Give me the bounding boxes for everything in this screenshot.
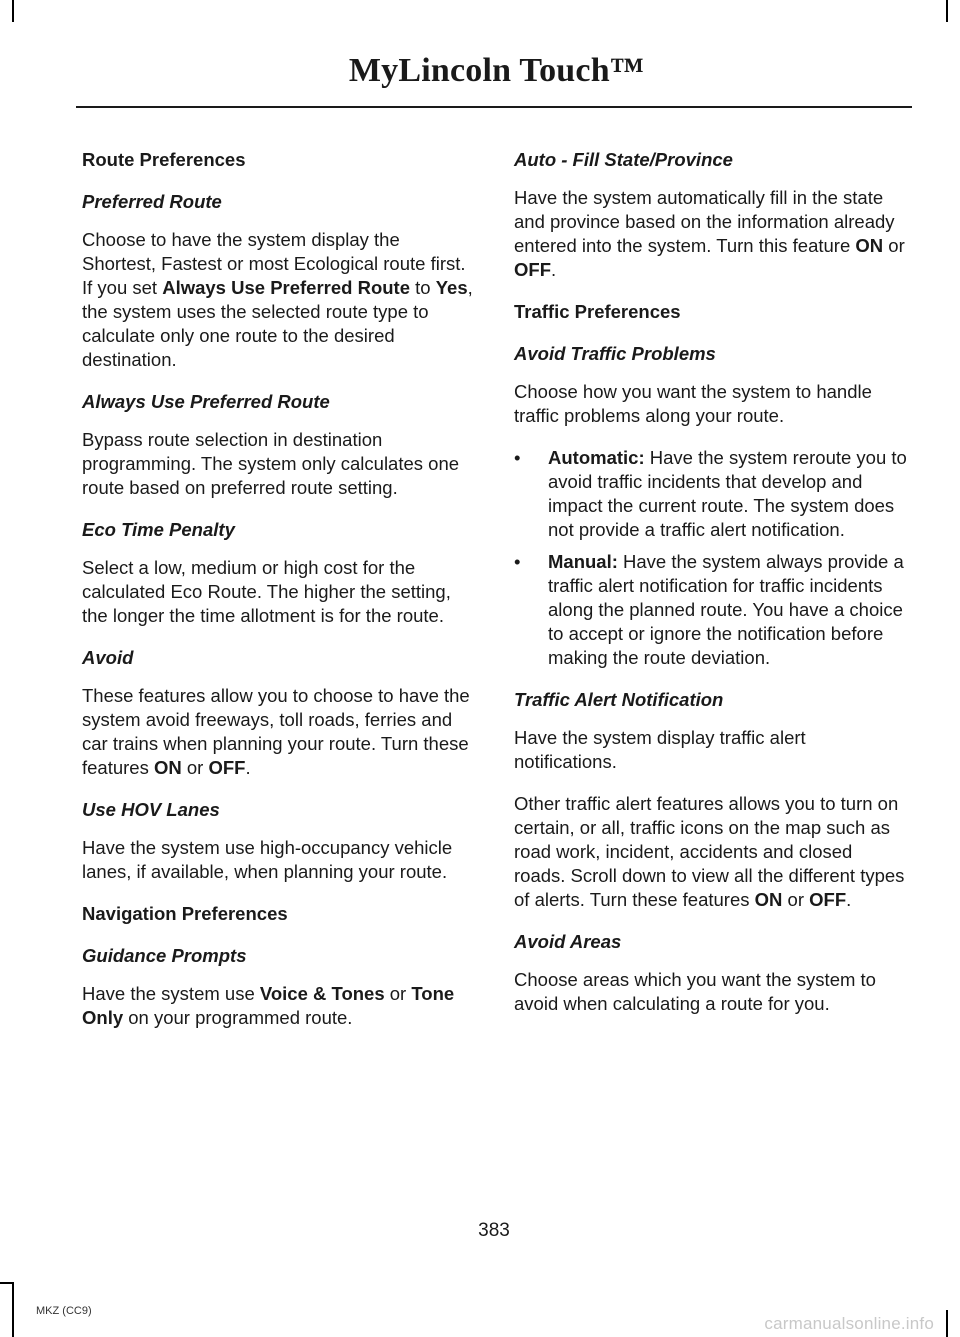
paragraph-guidance-prompts: [82, 982, 475, 1030]
paragraph-use-hov-lanes: Have the system use high-occupancy vehicle lanes, if available, when planning your route.: [82, 837, 453, 882]
bold-term: OFF: [514, 259, 551, 280]
paragraph-other-traffic-alert: [514, 792, 907, 912]
heading-avoid-areas: Avoid Areas: [514, 931, 622, 952]
heading-avoid: Avoid: [82, 647, 134, 668]
traffic-options-list: [514, 446, 907, 670]
text: Have the system use: [82, 983, 260, 1004]
paragraph-avoid-traffic-problems: Choose how you want the system to handle traffic problems along your route.: [514, 381, 872, 426]
right-column: [514, 148, 907, 1034]
paragraph-traffic-alert-notification: Have the system display traffic alert notifications.: [514, 727, 806, 772]
list-item-automatic: [514, 446, 907, 542]
bold-term: Voice & Tones: [259, 983, 385, 1004]
paragraph-eco-time-penalty: Select a low, medium or high cost for the calculated Eco Route. The higher the setting, the longer the time allotment is for the route.: [82, 557, 451, 626]
paragraph-auto-fill: [514, 186, 907, 282]
text: or: [782, 889, 810, 910]
page-header-title: MyLincoln Touch™: [348, 52, 644, 89]
heading-avoid-traffic-problems: Avoid Traffic Problems: [514, 343, 716, 364]
page-number: 383: [478, 1220, 510, 1241]
heading-navigation-preferences: Navigation Preferences: [82, 903, 288, 924]
bold-term: ON: [154, 757, 182, 778]
left-column: [82, 148, 475, 1048]
text: or: [181, 757, 209, 778]
heading-preferred-route: Preferred Route: [82, 191, 222, 212]
bullet: •: [514, 447, 521, 468]
text: or: [883, 235, 905, 256]
bold-term: ON: [855, 235, 884, 256]
crop-mark-top-left: [12, 0, 14, 22]
crop-mark-top-right: [946, 0, 948, 22]
header-rule: [76, 106, 912, 108]
paragraph-always-use-preferred-route: Bypass route selection in destination programming. The system only calculates one route based on preferred route setting.: [82, 429, 460, 498]
heading-auto-fill: Auto - Fill State/Province: [514, 149, 733, 170]
text: These features allow you to choose to have the system avoid freeways, toll roads, ferries and car trains when planning your route. Turn these features: [82, 685, 470, 778]
bullet: •: [514, 551, 521, 572]
text: or: [384, 983, 412, 1004]
heading-route-preferences: Route Preferences: [82, 149, 246, 170]
heading-traffic-alert-notification: Traffic Alert Notification: [514, 689, 724, 710]
text: Choose to have the system display the Shortest, Fastest or most Ecological route first. If you set: [82, 229, 466, 298]
footer-model-code: MKZ (CC9): [36, 1305, 92, 1317]
text: Have the system reroute you to avoid traffic incidents that develop and impact the current route. The system does not provide a traffic alert notification.: [548, 447, 907, 540]
text: .: [846, 889, 852, 910]
bold-term: Always Use Preferred Route: [162, 277, 411, 298]
paragraph-avoid-areas: Choose areas which you want the system to avoid when calculating a route for you.: [514, 969, 876, 1014]
bold-term: OFF: [208, 757, 246, 778]
text: Other traffic alert features allows you to turn on certain, or all, traffic icons on the map such as road work, incident, accidents and closed roads. Scroll down to view all the different types of alerts. Turn these features: [514, 793, 905, 910]
bold-term: Tone Only: [82, 983, 455, 1028]
text: Have the system automatically fill in the state and province based on the information already entered into the system. Turn this feature: [514, 187, 895, 256]
heading-always-use-preferred-route: Always Use Preferred Route: [82, 391, 330, 412]
heading-guidance-prompts: Guidance Prompts: [82, 945, 247, 966]
text: on your programmed route.: [123, 1007, 353, 1028]
heading-use-hov-lanes: Use HOV Lanes: [82, 799, 220, 820]
bold-term: OFF: [809, 889, 847, 910]
heading-traffic-preferences: Traffic Preferences: [514, 301, 681, 322]
bold-term: ON: [754, 889, 783, 910]
watermark: carmanualsonline.info: [764, 1314, 934, 1333]
bold-term: Automatic:: [548, 447, 645, 468]
bold-term: Manual:: [548, 551, 618, 572]
crop-mark-bottom-right: [946, 1310, 948, 1337]
text: .: [551, 259, 557, 280]
crop-mark-bottom-left: [12, 1282, 14, 1337]
crop-mark-bottom-left-horizontal: [0, 1282, 14, 1284]
text: .: [245, 757, 251, 778]
text: Have the system always provide a traffic alert notification for traffic incidents along the planned route. You have a choice to accept or ignore the notification before making the route deviation.: [548, 551, 904, 668]
paragraph-preferred-route: [82, 228, 475, 372]
heading-eco-time-penalty: Eco Time Penalty: [82, 519, 235, 540]
bold-term: Yes: [435, 277, 468, 298]
text: to: [410, 277, 436, 298]
paragraph-avoid: [82, 684, 475, 780]
text: , the system uses the selected route type to calculate only one route to the desired destination.: [82, 277, 473, 370]
list-item-manual: [514, 550, 907, 670]
